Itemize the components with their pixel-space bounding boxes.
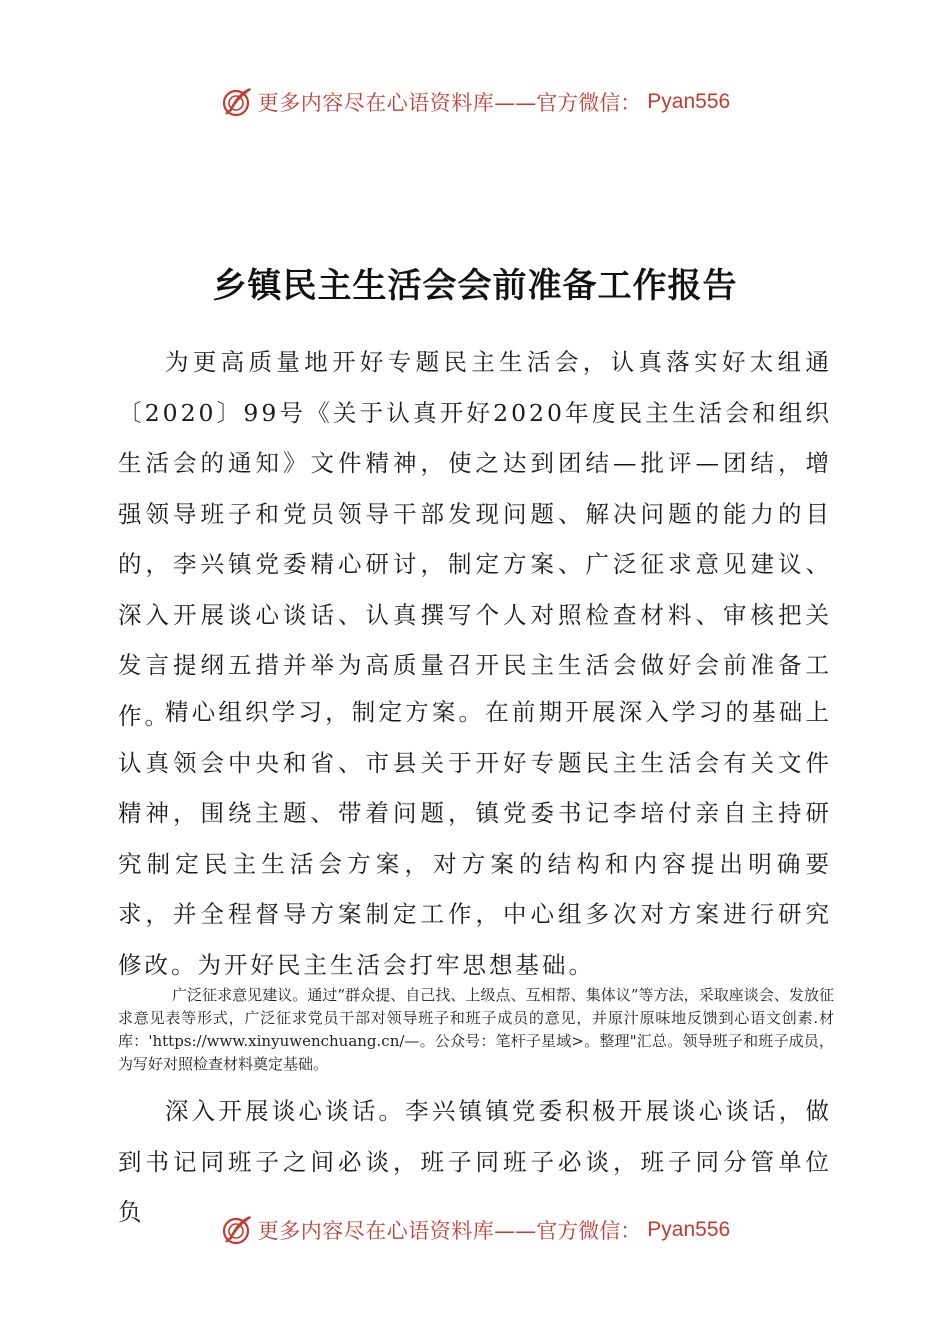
watermark-account: Pyan556 (647, 1218, 731, 1241)
watermark-footer (0, 1208, 950, 1252)
paragraph-intro (118, 337, 832, 741)
quill-logo-icon (220, 1213, 254, 1247)
paragraph-text: 为更高质量地开好专题民主生活会，认真落实好太组通〔2020〕99号《关于认真开好2020年度民主生活会和组织生活会的通知》文件精神，使之达到团结—批评—团结，增强领导班子和党员领导干部发现问题、解决问题的能力的目的，李兴镇党委精心研讨，制定方案、广泛征求意见建议、深入开展谈心谈话、认真撰写个人对照检查材料、审核把关发言提纲五措并举为高质量召开民主生活会做好会前准备工作。 (118, 348, 832, 730)
watermark-header (0, 80, 950, 124)
paragraph-study (118, 687, 832, 990)
quill-logo-icon (220, 85, 254, 119)
document-title: 乡镇民主生活会会前准备工作报告 (212, 266, 738, 306)
watermark-text: 更多内容尽在心语资料库 (257, 91, 495, 115)
paragraph-feedback-small: 广泛征求意见建议。通过“群众提、自己找、上级点、互相帮、集体议”等方法，采取座谈会、发放征求意见表等形式，广泛征求党员干部对领导班子和班子成员的意见，并原汁原味地反馈到心语文创素.材库：'https://www.xinyuwenchuang.cn/—。公众号：笔杆子星域>。整理"汇总。领导班子和班子成员，为写好对照检查材料奠定基础。 (118, 986, 834, 1073)
watermark-account: Pyan556 (647, 90, 731, 113)
watermark-separator: ——官方微信： (494, 91, 642, 115)
watermark-text: 更多内容尽在心语资料库 (257, 1219, 495, 1243)
paragraph-text: 精心组织学习，制定方案。在前期开展深入学习的基础上认真领会中央和省、市县关于开好专题民主生活会有关文件精神，围绕主题、带着问题，镇党委书记李培付亲自主持研究制定民主生活会方案，对方案的结构和内容提出明确要求，并全程督导方案制定工作，中心组多次对方案进行研究修改。为开好民主生活会打牢思想基础。 (118, 698, 832, 979)
paragraph-text: 深入开展谈心谈话。李兴镇镇党委积极开展谈心谈话，做到书记同班子之间必谈，班子同班子必谈，班子同分管单位负 (118, 1097, 832, 1226)
watermark-separator: ——官方微信： (494, 1219, 642, 1243)
